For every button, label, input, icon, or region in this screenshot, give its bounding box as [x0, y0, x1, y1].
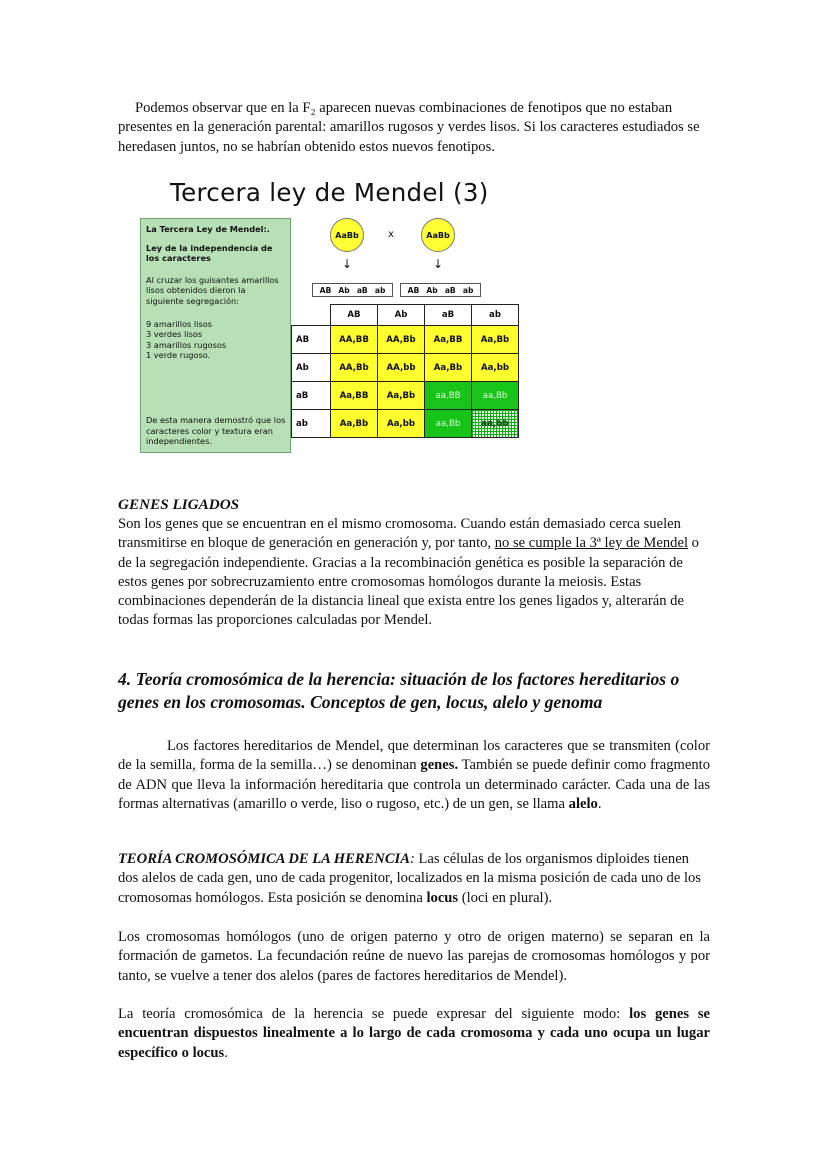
punnett-row [292, 326, 519, 354]
col-header: aB [425, 305, 472, 326]
cross-symbol: x [388, 229, 394, 240]
row-header: Ab [292, 354, 331, 382]
punnett-cell: Aa,bb [472, 354, 519, 382]
punnett-cell: Aa,Bb [425, 354, 472, 382]
gametes-right-box [400, 283, 481, 297]
teoria-statement: los genes se encuentran dispuestos linealmente a lo largo de cada cromosoma y cada uno ocupa un lugar específico o locus [118, 1006, 710, 1061]
teoria-paragraph-3: La teoría cromosómica de la herencia se puede expresar del siguiente modo: los genes se encuentran dispuestos linealmente a lo largo de cada cromosoma y cada uno ocupa un lugar específico o locus. [118, 1006, 710, 1061]
col-header: Ab [378, 305, 425, 326]
punnett-cell: aa,bb [472, 410, 519, 438]
punnett-square [291, 304, 519, 438]
gamete: aB [356, 285, 368, 295]
punnett-row [292, 382, 519, 410]
panel-heading: La Tercera Ley de Mendel:. [146, 224, 270, 234]
result-item: 1 verde rugoso. [146, 350, 211, 361]
punnett-cell: Aa,Bb [472, 326, 519, 354]
panel-subheading: Ley de la independencia de los caracteres [146, 242, 273, 264]
row-header: AB [292, 326, 331, 354]
underlined-phrase: no se cumple la 3ª ley de Mendel [494, 535, 689, 552]
gamete: AB [319, 285, 332, 295]
gamete: aB [444, 285, 456, 295]
result-item: 9 amarillos lisos [146, 318, 212, 329]
punnett-cell: aa,Bb [425, 410, 472, 438]
gamete: ab [462, 285, 474, 295]
teoria-paragraph-2: Los cromosomas homólogos (uno de origen paterno y otro de origen materno) se separan en la formación de gametos. La fecundación reúne de nuevo las parejas de cromosomas homólogos y por tanto, se vuelve a tener dos alelos (pares de factores hereditarios de Mendel). [118, 929, 710, 984]
section-4-paragraph: Los factores hereditarios de Mendel, que determinan los caracteres que se transmiten (color de la semilla, forma de la semilla…) se denominan genes. También se puede definir como fragmento de ADN que lleva la información hereditaria que controla un determinado carácter. Cada una de las formas alternativas (amarillo o verde, liso o rugoso, etc.) de un gen, se llama alelo. [118, 738, 710, 812]
punnett-cell: AA,bb [378, 354, 425, 382]
row-header: ab [292, 410, 331, 438]
genes-ligados-heading: GENES LIGADOS [118, 496, 240, 513]
punnett-cell: AA,BB [331, 326, 378, 354]
panel-conclusion: De esta manera demostró que los caracteres color y textura eran independientes. [146, 415, 286, 447]
punnett-cell: aa,BB [425, 382, 472, 410]
term-genes: genes. [420, 757, 459, 774]
section-4-heading: 4. Teoría cromosómica de la herencia: situación de los factores hereditarios o genes en los cromosomas. Conceptos de gen, locus, alelo y genoma [118, 669, 680, 712]
figure-text-panel [140, 218, 291, 453]
term-alelo: alelo [568, 795, 598, 812]
punnett-cell: Aa,Bb [331, 410, 378, 438]
genes-ligados-paragraph: Son los genes que se encuentran en el mismo cromosoma. Cuando están demasiado cerca suelen transmitirse en bloque de generación en generación y, por tanto, no se cumple la 3ª ley de Mendel o de la segregación independiente. Gracias a la recombinación genética es posible la separación de estos genes por sobrecruzamiento entre cromosomas homólogos durante la meiosis. Estas combinaciones dependerán de la distancia lineal que exista entre los genes ligados y, alterarán de todas formas las proporciones calculadas por Mendel. [118, 516, 699, 629]
parent-left-circle: AaBb [330, 218, 364, 252]
punnett-cell: Aa,Bb [378, 382, 425, 410]
result-item: 3 amarillos rugosos [146, 339, 227, 350]
parent-right-circle: AaBb [421, 218, 455, 252]
intro-paragraph: Podemos observar que en la F₂ aparecen nuevas combinaciones de fenotipos que no estaban presentes en la generación parental: amarillos rugosos y verdes lisos. Si los caracteres estudiados se heredasen juntos, no se habrían obtenido estos nuevos fenotipos. [118, 100, 700, 155]
col-header: AB [331, 305, 378, 326]
panel-intro: Al cruzar los guisantes amarillos lisos obtenidos dieron la siguiente segregación: [146, 274, 279, 306]
punnett-header-row [292, 305, 519, 326]
punnett-cell: Aa,BB [331, 382, 378, 410]
punnett-cell: aa,Bb [472, 382, 519, 410]
punnett-corner [292, 305, 331, 326]
col-header: ab [472, 305, 519, 326]
teoria-paragraph-1: TEORÍA CROMOSÓMICA DE LA HERENCIA: Las células de los organismos diploides tienen dos alelos de cada gen, uno de cada progenitor, localizados en la misma posición de cada uno de los cromosomas homólogos. Esta posición se denomina locus (loci en plural). [118, 851, 701, 906]
punnett-row [292, 354, 519, 382]
teoria-heading: TEORÍA CROMOSÓMICA DE LA HERENCIA [118, 851, 410, 867]
panel-results [146, 319, 285, 361]
arrow-down-icon: ↓ [433, 257, 444, 271]
term-locus: locus [426, 889, 459, 906]
arrow-down-icon: ↓ [342, 257, 353, 271]
gamete: AB [407, 285, 420, 295]
gamete: Ab [426, 285, 438, 295]
punnett-cell: AA,Bb [378, 326, 425, 354]
gamete: ab [374, 285, 386, 295]
punnett-cell: AA,Bb [331, 354, 378, 382]
punnett-cell: Aa,bb [378, 410, 425, 438]
gamete: Ab [338, 285, 350, 295]
punnett-cell: Aa,BB [425, 326, 472, 354]
result-item: 3 verdes lisos [146, 329, 203, 340]
figure-title: Tercera ley de Mendel (3) [170, 178, 489, 207]
gametes-left-box [312, 283, 393, 297]
punnett-row [292, 410, 519, 438]
row-header: aB [292, 382, 331, 410]
